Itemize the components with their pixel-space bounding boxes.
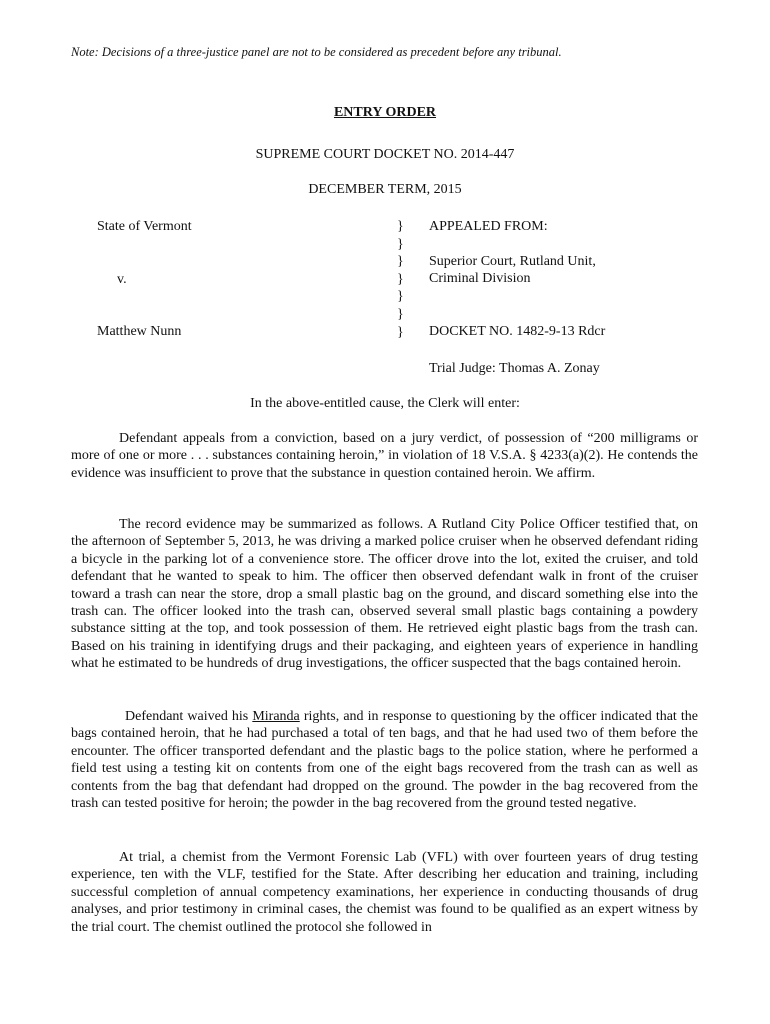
trial-judge: Trial Judge: Thomas A. Zonay	[429, 361, 600, 376]
paragraph-2-text: The record evidence may be summarized as follows. A Rutland City Police Officer testified that, on the afternoon of September 5, 2013, he was driving a marked police cruiser when he observed defendant riding a bicycle in the parking lot of a convenience store. The officer drove into the lot, exited the cruiser, and told defendant that he wanted to speak to him. The officer then observed defendant walk in front of the cruiser toward a trash can near the store, drop a small plastic bag on the ground, and discard something else into the trash can. The officer looked into the trash can, observed several small plastic bags containing a powdery substance sitting at the top, and took possession of them. He retrieved eight plastic bags from the trash can. Based on his training in identifying drugs and their packaging, and eighteen years of experience in handling what he estimated to be hundreds of drug investigations, the officer suspected that the bags contained heroin.	[71, 517, 698, 672]
paragraph-1	[71, 430, 698, 482]
paragraph-4	[71, 849, 698, 936]
paragraph-1-text: Defendant appeals from a conviction, based on a jury verdict, of possession of “200 milligrams or more of one or more . . . substances containing heroin,” in violation of 18 V.S.A. § 4233(a)(2). He contends the evidence was insufficient to prove that the substance in question contained heroin. We affirm.	[71, 431, 698, 481]
party-state: State of Vermont	[97, 219, 192, 234]
paragraph-3-text-b: rights, and in response to questioning by the officer indicated that the bags contained heroin, that he had purchased a total of ten bags, and that he had used two of them before the encounter. The officer transported defendant and the plastic bags to the police station, where he performed a field test using a testing kit on contents from one of the eight bags recovered from the trash can as well as contents from the bag that defendant had dropped on the ground. The powder in the bag recovered from the trash can tested positive for heroin; the powder in the bag recovered from the ground tested negative.	[71, 709, 699, 812]
trial-docket-number: DOCKET NO. 1482-9-13 Rdcr	[429, 324, 606, 339]
caption-bracket: }	[397, 289, 404, 305]
party-defendant: Matthew Nunn	[97, 324, 182, 339]
caption-bracket: }	[397, 306, 404, 322]
precedent-note: Note: Decisions of a three-justice panel are not to be considered as precedent before any tribunal.	[71, 45, 562, 59]
court-name-line2: Criminal Division	[429, 271, 531, 286]
caption-bracket: }	[397, 236, 404, 252]
court-name-line1: Superior Court, Rutland Unit,	[429, 254, 596, 269]
clerk-entry-line: In the above-entitled cause, the Clerk will enter:	[250, 396, 520, 411]
versus-label: v.	[117, 272, 127, 287]
paragraph-3	[71, 708, 698, 812]
caption-bracket: }	[397, 271, 404, 287]
caption-bracket: }	[397, 219, 404, 234]
paragraph-2	[71, 516, 698, 673]
court-term: DECEMBER TERM, 2015	[308, 182, 462, 197]
supreme-court-docket: SUPREME COURT DOCKET NO. 2014-447	[255, 147, 515, 162]
paragraph-4-text: At trial, a chemist from the Vermont Forensic Lab (VFL) with over fourteen years of drug testing experience, ten with the VLF, testified for the State. After describing her education and training, including successful completion of annual competency examinations, her experience in conducting thousands of drug analyses, and prior testimony in criminal cases, the chemist was found to be qualified as an expert witness by the trial court. The chemist outlined the protocol she followed in	[71, 850, 698, 935]
caption-bracket: }	[397, 254, 404, 270]
paragraph-3-text-a: Defendant waived his	[125, 709, 253, 724]
appealed-from-label: APPEALED FROM:	[429, 219, 548, 234]
caption-bracket: }	[397, 324, 404, 340]
caption-brackets	[397, 218, 404, 341]
miranda-case-name: Miranda	[252, 709, 300, 724]
entry-order-title: ENTRY ORDER	[333, 105, 437, 120]
